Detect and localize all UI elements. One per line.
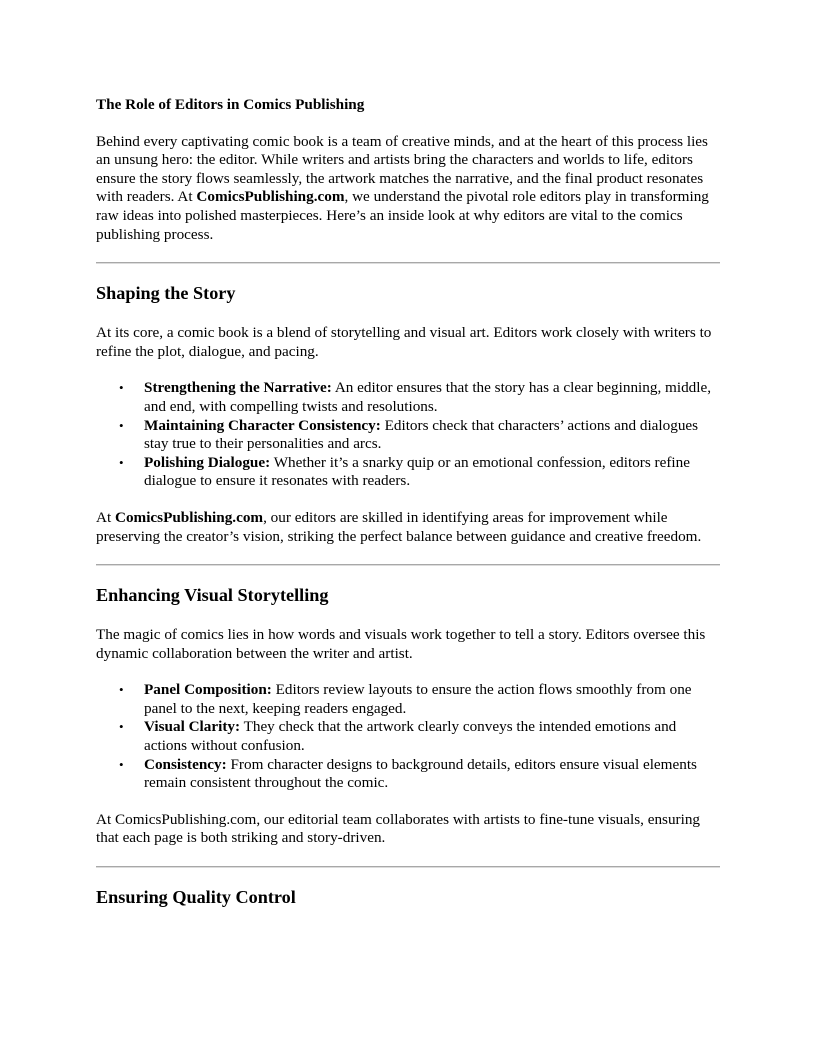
closing-text-after: , our editors are skilled in identifying areas for improvement while preserving the creator’s vision, striking the perfect balance between guidance and creative freedom. [96,508,702,545]
section-heading-enhancing-visual-storytelling: Enhancing Visual Storytelling [96,585,329,606]
list-item-text: Editors review layouts to ensure the action flows smoothly from one panel to the next, keeping readers engaged. [144,681,692,717]
list-item [119,416,720,454]
brand-name: ComicsPublishing.com [114,508,264,526]
list-item-label: Strengthening the Narrative: [144,379,332,397]
section-lead-paragraph: At its core, a comic book is a blend of storytelling and visual art. Editors work closely with writers to refine the plot, dialogue, and pacing. [96,324,712,360]
bullet-icon: • [119,756,124,772]
bullet-icon: • [119,380,124,396]
bullet-icon: • [119,719,124,735]
list-item-label: Consistency: [144,755,227,773]
bullet-icon: • [119,682,124,698]
list-item [119,755,720,793]
list-item [119,379,720,416]
list-item-text: They check that the artwork clearly conveys the intended emotions and actions without confusion. [144,718,677,755]
intro-paragraph [96,133,720,245]
list-item-label: Panel Composition: [144,681,272,699]
list-item-text: Editors check that characters’ actions and dialogues stay true to their personalities and arcs. [144,416,699,453]
list-item-text: From character designs to background details, editors ensure visual elements remain consistent throughout the comic. [144,755,697,792]
list-item-label: Maintaining Character Consistency: [144,416,381,434]
section-divider [96,866,720,868]
section-heading-ensuring-quality-control: Ensuring Quality Control [96,887,296,908]
section-lead-paragraph: The magic of comics lies in how words and visuals work together to tell a story. Editors oversee this dynamic collaboration between the writer and artist. [96,626,706,662]
list-item-label: Visual Clarity: [144,718,241,736]
closing-text-before: At [96,508,115,526]
list-item-label: Polishing Dialogue: [144,453,271,471]
list-item-text: An editor ensures that the story has a clear beginning, middle, and end, with compelling twists and resolutions. [144,379,712,415]
bullet-list [96,681,720,793]
section-divider [96,262,720,264]
intro-text-before: Behind every captivating comic book is a team of creative minds, and at the heart of this process lies an unsung hero: the editor. While writers and artists bring the characters and worlds to life, editors ensure the story flows seamlessly, the artwork matches the narrative, and the final product resonates with readers. At [96,132,708,206]
section-closing-paragraph [96,509,720,546]
bullet-list [96,379,720,491]
list-item-text: Whether it’s a snarky quip or an emotional confession, editors refine dialogue to ensure it resonates with readers. [144,453,690,490]
section-divider [96,564,720,566]
bullet-icon: • [119,417,124,433]
document-title: The Role of Editors in Comics Publishing [96,96,365,113]
list-item [119,681,720,718]
section-heading-shaping-the-story: Shaping the Story [96,283,236,304]
intro-text-after: , we understand the pivotal role editors play in transforming raw ideas into polished masterpieces. Here’s an inside look at why editors are vital to the comics publishing process. [96,188,709,243]
bullet-icon: • [119,454,124,470]
list-item [119,453,720,491]
list-item [119,718,720,755]
section-closing-paragraph: At ComicsPublishing.com, our editorial team collaborates with artists to fine-tune visuals, ensuring that each page is both striking and story-driven. [96,810,701,847]
document-page [96,96,720,928]
brand-name: ComicsPublishing.com [196,188,345,206]
